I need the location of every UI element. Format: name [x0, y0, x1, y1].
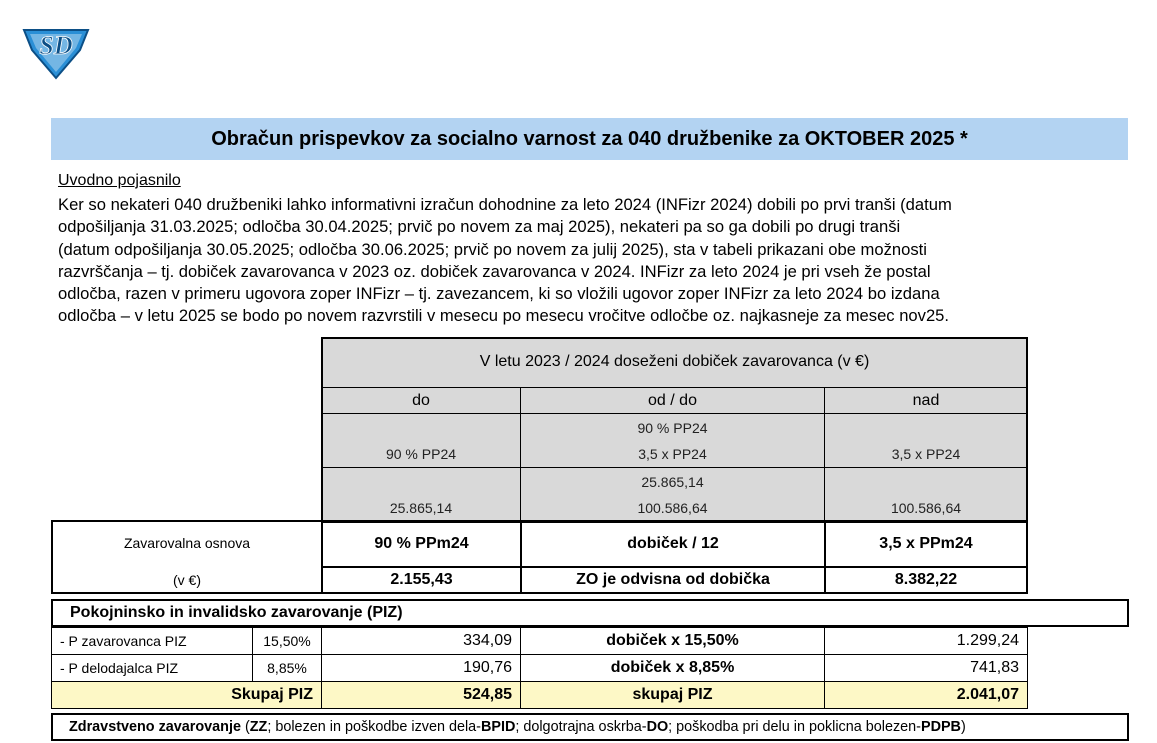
basis-value-low: 2.155,43: [321, 566, 522, 594]
ref-pp24-low: 90 % PP24: [385, 446, 457, 462]
ref-amount-high: 100.586,64: [890, 500, 962, 516]
piz-total-low: 524,85: [321, 681, 521, 709]
piz-row-rate: 8,85%: [252, 654, 322, 682]
zz-text: ): [960, 719, 966, 735]
ref-pp24-high: 3,5 x PP24: [891, 446, 961, 462]
col-header-do: do: [321, 387, 521, 414]
piz-row-low: 190,76: [321, 654, 521, 682]
page-title: [51, 118, 1128, 160]
zz-section-title: [51, 713, 1129, 741]
page-title-text: Obračun prispevkov za socialno varnost za 040 družbenike za OKTOBER 2025 *: [211, 127, 968, 150]
basis-unit: (v €): [173, 572, 201, 588]
intro-line: odločba – v letu 2025 se bodo po novem razvrstili v mesecu po mesecu vročitve odločbe oz. najkasneje za mesec nov25.: [58, 306, 950, 326]
zz-abbr: ZZ: [249, 719, 268, 735]
basis-value-high: 8.382,22: [824, 566, 1028, 594]
zz-text: ; dolgotrajna oskrba-: [515, 719, 647, 735]
piz-row-rate: 15,50%: [252, 627, 322, 655]
col-header-nad: nad: [824, 387, 1028, 414]
ref-amount-low: 25.865,14: [389, 500, 453, 516]
ref-pp24-mid-low: 90 % PP24: [637, 420, 708, 436]
ref-amount-mid-high: 100.586,64: [637, 500, 708, 516]
piz-row-low: 334,09: [321, 627, 521, 655]
intro-line: odpošiljanja 31.03.2025; odločba 30.04.2025; prvič po novem za maj 2025), nekateri pa so ga dobili po drugi tranši: [58, 217, 901, 237]
intro-line: odločba, razen v primeru ugovora zoper INFizr – tj. zavezancem, ki so vložili ugovor zoper INFizr za leto 2024 bo izdana: [58, 284, 940, 304]
income-header-title: V letu 2023 / 2024 doseženi dobiček zavarovanca (v €): [479, 353, 870, 370]
intro-paragraph: [58, 194, 1118, 328]
piz-row-mid: dobiček x 8,85%: [520, 654, 825, 682]
intro-line: razvrščanja – tj. dobiček zavarovanca v 2023 oz. dobiček zavarovanca v 2024. INFizr za leto 2024 je pri vseh že postal: [58, 261, 931, 281]
zz-abbr: BPID: [480, 719, 516, 735]
basis-label: Zavarovalna osnova: [123, 535, 251, 551]
zz-text: ; bolezen in poškodbe izven dela-: [267, 719, 481, 735]
basis-formula-high: 3,5 x PPm24: [824, 520, 1028, 568]
piz-section-title: Pokojninsko in invalidsko zavarovanje (PIZ): [51, 599, 1129, 627]
piz-total-high: 2.041,07: [824, 681, 1028, 709]
basis-formula-low: 90 % PPm24: [321, 520, 522, 568]
piz-total-label: Skupaj PIZ: [51, 681, 322, 709]
intro-line: (datum odpošiljanja 30.05.2025; odločba 30.06.2025; prvič po novem za julij 2025), sta v tabeli prikazani obe možnosti: [58, 239, 927, 259]
ref-pp24-mid-high: 3,5 x PP24: [638, 446, 707, 462]
basis-formula-mid: dobiček / 12: [520, 520, 826, 568]
sd-shield-logo-icon: [18, 22, 94, 80]
piz-row-high: 1.299,24: [824, 627, 1028, 655]
zz-abbr: PDPB: [920, 719, 961, 735]
company-logo: [18, 22, 94, 80]
zz-text: (: [240, 719, 250, 735]
piz-row-label: - P zavarovanca PIZ: [51, 627, 253, 655]
col-header-od-do: od / do: [520, 387, 825, 414]
intro-heading: Uvodno pojasnilo: [58, 172, 181, 189]
ref-amount-mid-low: 25.865,14: [641, 474, 704, 490]
piz-row-high: 741,83: [824, 654, 1028, 682]
zz-text: ; poškodba pri delu in poklicna bolezen-: [668, 719, 921, 735]
piz-row-label: - P delodajalca PIZ: [51, 654, 253, 682]
zz-abbr: DO: [646, 719, 669, 735]
piz-total-mid: skupaj PIZ: [520, 681, 825, 709]
intro-line: Ker so nekateri 040 družbeniki lahko informativni izračun dohodnine za leto 2024 (INFizr 2024) dobili po prvi tranši (datum: [58, 195, 952, 214]
basis-value-mid: ZO je odvisna od dobička: [520, 566, 826, 594]
piz-row-mid: dobiček x 15,50%: [520, 627, 825, 655]
logo-text: SD: [39, 31, 73, 60]
zz-title: Zdravstveno zavarovanje: [69, 719, 241, 735]
